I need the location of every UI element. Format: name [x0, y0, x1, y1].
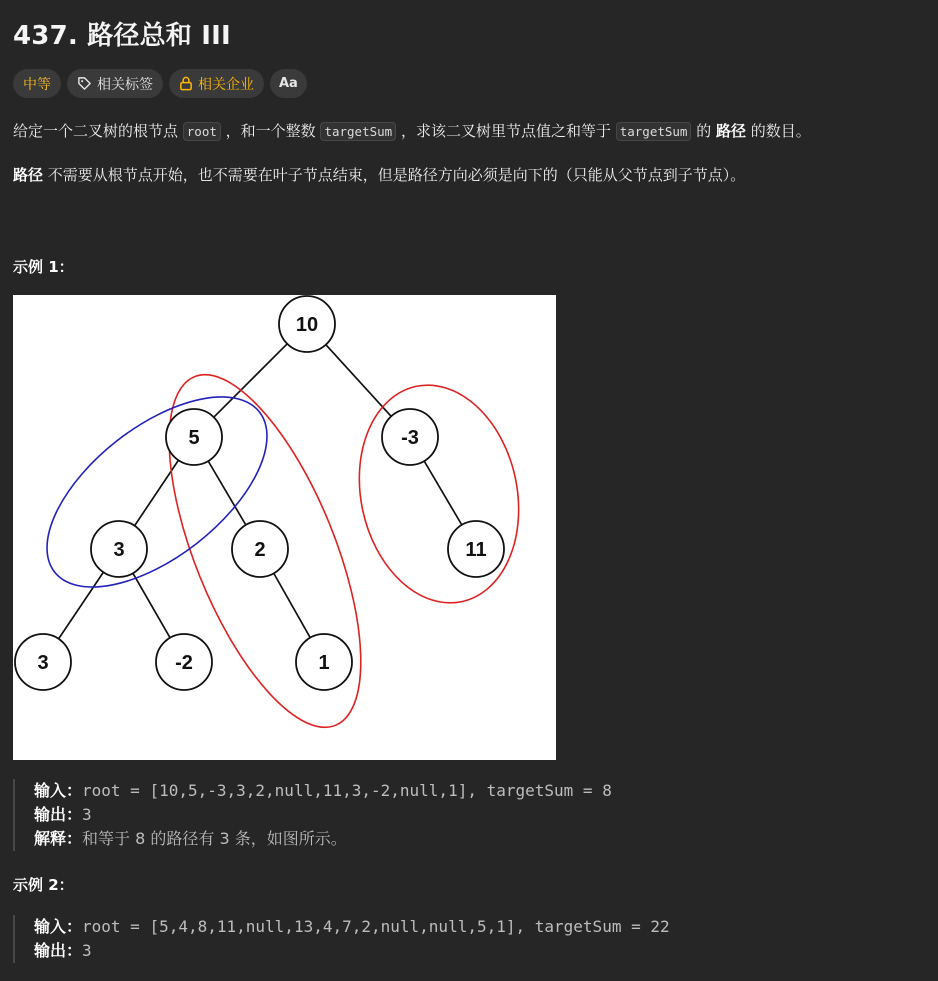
companies-tag-label: 相关企业 [198, 76, 254, 93]
description-paragraph-2: 路径 不需要从根节点开始，也不需要在叶子节点结束，但是路径方向必须是向下的（只能从父节点到子节点）。 [13, 166, 746, 184]
companies-tag-button[interactable] [169, 69, 264, 98]
binary-tree-diagram [13, 295, 556, 760]
tag-bar [13, 69, 307, 98]
example-2-input: root = [5,4,8,11,null,13,4,7,2,null,null,5,1], targetSum = 22 [82, 917, 670, 936]
tree-edge [326, 345, 391, 417]
output-label: 输出： [34, 805, 83, 824]
example-2-title: 示例 2： [13, 876, 74, 894]
tree-node-label: -2 [175, 652, 193, 674]
tree-node-label: -3 [401, 427, 419, 449]
code-root: root [183, 122, 221, 141]
tree-node-label: 1 [318, 652, 330, 674]
example-1-image [13, 295, 556, 760]
tree-edge [424, 461, 462, 525]
example-2-output: 3 [82, 941, 92, 960]
description-paragraph-1: 给定一个二叉树的根节点 root ，和一个整数 targetSum ，求该二叉树里节点值之和等于 targetSum 的 路径 的数目。 [13, 122, 811, 140]
tree-node-label: 3 [113, 539, 125, 561]
tree-node-label: 11 [465, 539, 487, 561]
font-toggle-button[interactable] [270, 69, 307, 98]
example-1-explain: 和等于 8 的路径有 3 条，如图所示。 [82, 829, 347, 848]
example-1-block [13, 779, 612, 851]
output-label-2: 输出： [34, 941, 83, 960]
input-label-2: 输入： [34, 917, 83, 936]
tree-edge [274, 573, 310, 637]
input-label: 输入： [34, 781, 83, 800]
difficulty-badge: 中等 [13, 69, 61, 98]
tree-node-label: 3 [37, 652, 49, 674]
topics-tag-button[interactable] [67, 69, 163, 98]
tree-edge [135, 460, 179, 525]
tree-edge [133, 573, 170, 637]
topics-tag-label: 相关标签 [97, 76, 153, 93]
problem-title: 437. 路径总和 III [13, 21, 231, 51]
tree-node-label: 5 [188, 427, 200, 449]
bold-path: 路径 [716, 122, 747, 140]
example-1-title: 示例 1： [13, 258, 74, 276]
tree-edge [59, 572, 104, 639]
tree-node-label: 2 [254, 539, 266, 561]
tag-icon [77, 76, 92, 91]
code-targetsum: targetSum [320, 122, 396, 141]
tree-node-label: 10 [295, 314, 319, 336]
example-2-block [13, 915, 670, 963]
example-1-output: 3 [82, 805, 92, 824]
bold-path-2: 路径 [13, 166, 44, 184]
explain-label: 解释： [34, 829, 83, 848]
code-targetsum-2: targetSum [616, 122, 692, 141]
example-1-input: root = [10,5,-3,3,2,null,11,3,-2,null,1], targetSum = 8 [82, 781, 612, 800]
highlight-ellipse-red-right [340, 370, 538, 618]
translate-icon: Aa [279, 76, 298, 91]
lock-icon [179, 76, 193, 91]
